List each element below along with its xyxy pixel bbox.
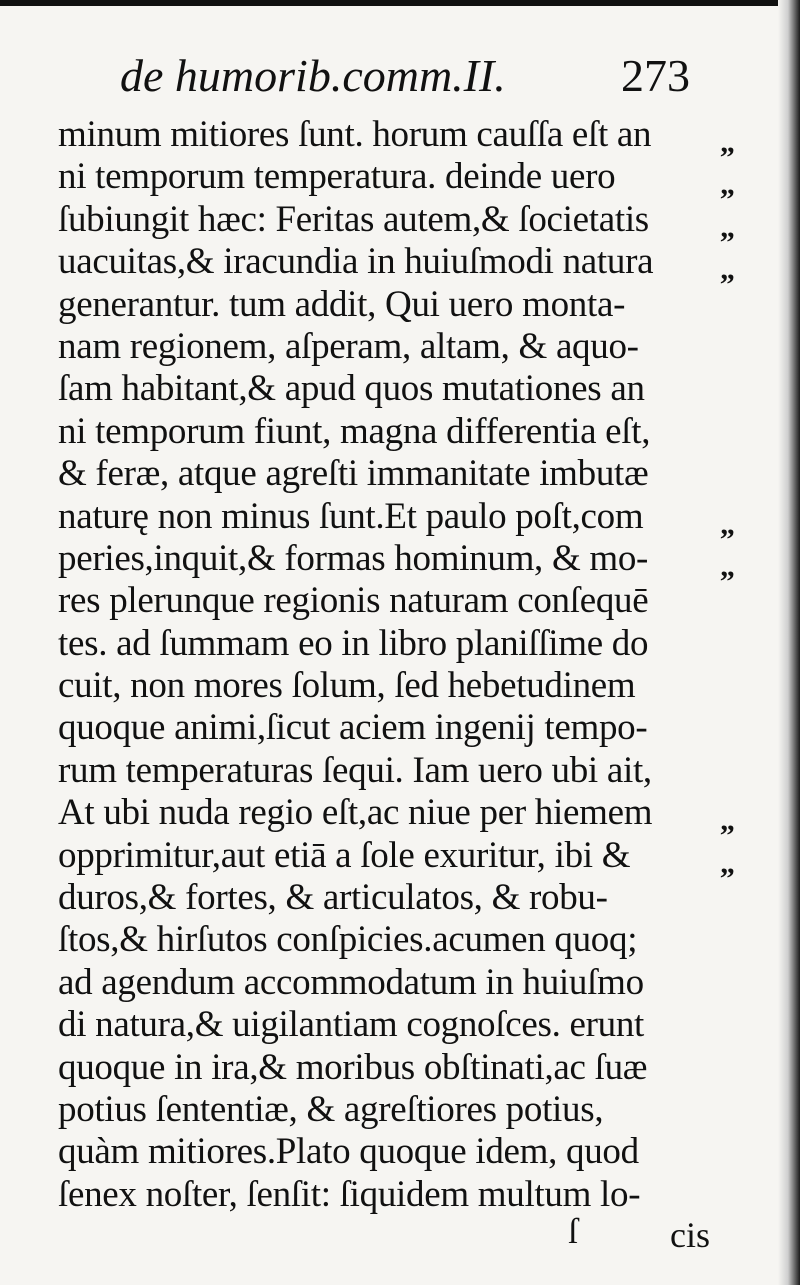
margin-slot [716,623,756,665]
margin-slot [716,580,756,622]
text-line: potius ſententiæ, & agreſtiores potius, [58,1088,604,1130]
text-line: ad agendum accommodatum in huiuſmo [58,961,644,1003]
signature-mark: ſ [568,1211,579,1251]
margin-slot [716,665,756,707]
page-header [120,48,700,104]
text-line: peries,inquit,& formas hominum, & mo- [58,537,649,579]
margin-slot [716,496,756,541]
margin-slot [716,241,756,287]
catchword: cis [670,1215,710,1255]
margin-slot [716,835,756,880]
quote-mark: „ [720,507,735,541]
text-line: duros,& fortes, & articulatos, & robu- [58,877,608,919]
text-line: ni temporum fiunt, magna differentia eſt, [58,410,651,452]
margin-slot [716,792,756,838]
margin-slot [716,1004,756,1046]
text-line: generantur. tum addit, Qui uero monta- [58,283,626,325]
text-line: naturę non minus ſunt.Et paulo poſt,com [58,495,644,537]
text-line: At ubi nuda regio eſt,ac niue per hiemem [58,792,653,834]
quote-mark: „ [720,168,735,202]
text-line: opprimitur,aut etiā a ſole exuritur, ibi & [58,834,631,876]
text-line: res plerunque regionis naturam conſequē [58,580,649,622]
quote-mark: „ [720,804,735,838]
margin-slot [716,707,756,749]
margin-slot [716,368,756,410]
quote-mark: „ [720,210,735,244]
margin-quote-marks [716,114,756,1216]
margin-slot [716,284,756,326]
margin-slot [716,962,756,1004]
margin-slot [716,1131,756,1173]
text-line: di natura,& uigilantiam cognoſces. erunt [58,1004,644,1046]
margin-slot [716,1047,756,1089]
text-line: quoque in ira,& moribus obſtinati,ac ſuæ [58,1046,648,1088]
text-line: cuit, non mores ſolum, ſed hebetudinem [58,665,636,707]
margin-slot [716,453,756,495]
body-text [58,114,718,1216]
text-line: nam regionem, aſperam, altam, & aquo- [58,325,639,367]
margin-slot [716,750,756,792]
text-line: ſubiungit hæc: Feritas autem,& ſocietatis [58,198,649,240]
margin-slot [716,326,756,368]
quote-mark: „ [720,549,735,583]
text-line: tes. ad ſummam eo in libro planiſſime do [58,622,649,664]
text-line: ſam habitant,& apud quos mutationes an [58,368,645,410]
margin-slot [716,919,756,961]
text-line: ſtos,& hirſutos conſpicies.acumen quoq; [58,919,638,961]
text-line: minum mitiores ſunt. horum cauſſa eſt an [58,114,652,155]
text-line: ni temporum temperatura. deinde uero [58,156,616,198]
text-line: ſenex noſter, ſenſit: ſiquidem multum lo- [58,1173,641,1215]
text-line: rum temperaturas ſequi. Iam uero ubi ait, [58,749,652,791]
margin-slot [716,538,756,583]
quote-mark: „ [720,126,735,159]
page-number: 273 [621,50,690,101]
running-title: de humorib.comm.II. [120,50,506,101]
margin-slot [716,877,756,919]
margin-slot [716,1089,756,1131]
margin-slot [716,411,756,453]
text-line: uacuitas,& iracundia in huiuſmodi natura [58,241,654,283]
text-line: quoque animi,ſicut aciem ingenij tempo- [58,707,648,749]
quote-mark: „ [720,846,735,880]
margin-slot [716,114,756,159]
margin-slot [716,156,756,202]
text-line: quàm mitiores.Plato quoque idem, quod [58,1131,639,1173]
text-line: & feræ, atque agreſti immanitate imbutæ [58,453,649,495]
page-footer [0,1210,800,1260]
quote-mark: „ [720,253,735,287]
margin-slot [716,199,756,244]
